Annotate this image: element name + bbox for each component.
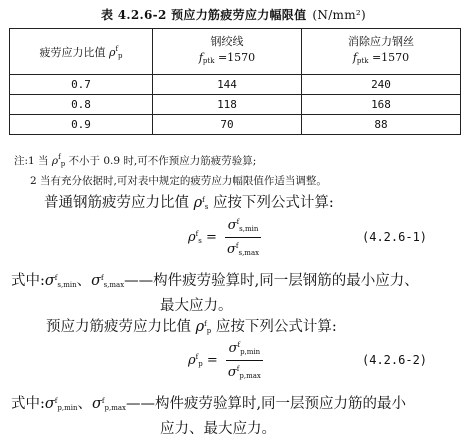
formula-4-2-6-1: $\rho^f_s$ = $\frac{\sigma^f_{s,min}}{\sigma^f_{s,max}}$ — [188, 214, 261, 261]
cell-wire: 88 — [302, 115, 461, 135]
table-header-row — [10, 29, 461, 75]
fatigue-stress-table — [9, 28, 461, 135]
header-strand: 钢绞线 $f_{ptk} =1570$ — [153, 29, 302, 75]
equation-number: (4.2.6-2) — [362, 353, 428, 367]
header-wire: 消除应力钢丝 $f_{ptk} =1570$ — [302, 29, 461, 75]
where-clause-1: 式中$:\sigma^f_{s,min}$、$\sigma^f_{s,max}——$构件疲劳验算时,同一层钢筋的最小应力、 最大应力。 — [11, 273, 419, 314]
where-clause-2: 式中$:\sigma^f_{p,min}$、$\sigma^f_{p,max}——$构件疲劳验算时,同一层预应力筋的最小 应力、最大应力。 — [11, 396, 407, 437]
table-notes — [14, 149, 464, 190]
rho-symbol: ρ — [108, 45, 116, 59]
equation-number: (4.2.6-1) — [362, 230, 428, 244]
table-caption — [0, 6, 467, 23]
table-row — [10, 75, 461, 95]
cell-wire: 240 — [302, 75, 461, 95]
caption-unit: (N/mm²) — [312, 8, 366, 22]
cell-strand: 70 — [153, 115, 302, 135]
cell-strand: 118 — [153, 95, 302, 115]
fraction: $\frac{\sigma^f_{s,min}}{\sigma^f_{s,max}}$ — [225, 214, 261, 261]
caption-title: 表 4.2.6-2 预应力筋疲劳应力幅限值 — [101, 8, 307, 22]
cell-wire: 168 — [302, 95, 461, 115]
formula-4-2-6-2: $\rho^f_p$ = $\frac{\sigma^f_{p,min}}{\sigma^f_{p,max}}$ — [188, 337, 263, 384]
cell-ratio: 0.8 — [10, 95, 153, 115]
table-row — [10, 115, 461, 135]
table-row — [10, 95, 461, 115]
cell-ratio: 0.7 — [10, 75, 153, 95]
note-1: 注:1 当 $\rho^f_p$ 不小于 0.9 时,可不作预应力筋疲劳验算; — [14, 153, 257, 168]
paragraph-ordinary-steel: 普通钢筋疲劳应力比值 $\rho^f_s$ 应按下列公式计算: — [44, 195, 334, 211]
paragraph-prestressing: 预应力筋疲劳应力比值 $\rho^f_p$ 应按下列公式计算: — [46, 319, 337, 335]
header-ratio: 疲劳应力比值 $\rho^f_p$ — [10, 29, 153, 75]
fraction: $\frac{\sigma^f_{p,min}}{\sigma^f_{p,max}}$ — [226, 337, 263, 384]
note-2: 2 当有充分依据时,可对表中规定的疲劳应力幅限值作适当调整。 — [30, 175, 327, 187]
cell-ratio: 0.9 — [10, 115, 153, 135]
cell-strand: 144 — [153, 75, 302, 95]
